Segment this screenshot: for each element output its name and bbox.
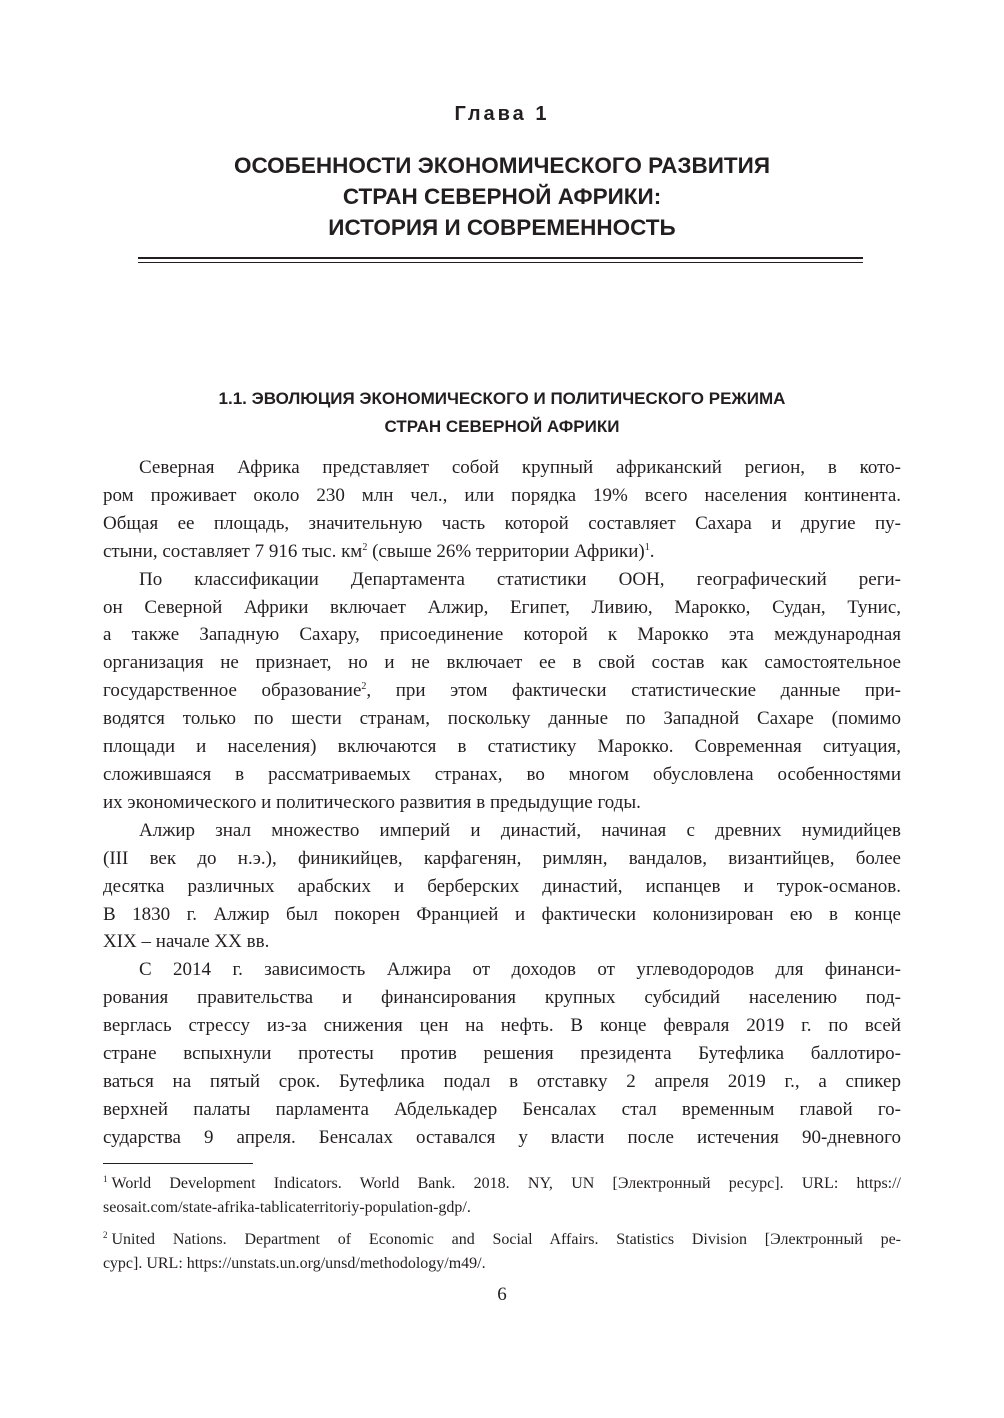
text-line: По классификации Департамента статистики ООН, географический реги- [139, 568, 901, 590]
section-title [100, 385, 904, 441]
text-line: стране вспыхнули протесты против решения президента Бутефлика баллотиро- [103, 1043, 901, 1065]
text-fragment: государственное образование [103, 680, 362, 702]
text-fragment: стыни, составляет 7 916 тыс. км [103, 540, 363, 562]
text-line: В 1830 г. Алжир был покорен Францией и фактически колонизирован ею в конце [103, 903, 901, 925]
paragraph [103, 817, 901, 957]
paragraph [103, 956, 901, 1151]
footnote-marker: 1 [103, 1174, 108, 1184]
text-line: верхней палаты парламента Абделькадер Бенсалах стал временным главой го- [103, 1098, 901, 1120]
text-line: Северная Африка представляет собой крупный африканский регион, в кото- [139, 457, 901, 478]
text-line: сложившаяся в рассматриваемых странах, во многом обусловлена особенностями [103, 763, 901, 785]
chapter-label: Глава 1 [454, 103, 550, 125]
text-line: он Северной Африки включает Алжир, Египет, Ливию, Марокко, Судан, Тунис, [103, 596, 901, 618]
footnotes [103, 1172, 901, 1284]
text-line: рования правительства и финансирования крупных субсидий населению под- [103, 987, 901, 1009]
text-line: С 2014 г. зависимость Алжира от доходов от углеводородов для финанси- [139, 959, 901, 981]
footnote-ref[interactable]: 1 [644, 541, 650, 553]
text-line: XIX – начале XX вв. [103, 931, 270, 953]
text-line: сударства 9 апреля. Бенсалах оставался у власти после истечения 90-дневного [103, 1126, 901, 1148]
title-rule-thin [138, 262, 863, 263]
text-line [103, 677, 901, 705]
title-rule-thick [138, 257, 863, 259]
footnote-marker: 2 [103, 1230, 108, 1240]
text-line: Алжир знал множество империй и династий, начиная с древних нумидийцев [139, 819, 901, 841]
footnote-separator [103, 1163, 253, 1164]
paragraph [103, 566, 901, 817]
text-fragment: . [649, 540, 655, 562]
footnote-2 [103, 1228, 901, 1276]
paragraph [103, 454, 901, 566]
text-line: организация не признает, но и не включает ее в свой состав как самостоятельное [103, 652, 901, 674]
chapter-title-line: ИСТОРИЯ И СОВРЕМЕННОСТЬ [328, 215, 676, 240]
text-line: площади и населения) включаются в статистику Марокко. Современная ситуация, [103, 736, 901, 758]
text-fragment: , при этом фактически статистические данные при- [366, 680, 901, 702]
text-line: (III век до н.э.), финикийцев, карфагенян, римлян, вандалов, византийцев, более [103, 847, 901, 869]
chapter-title-line: ОСОБЕННОСТИ ЭКОНОМИЧЕСКОГО РАЗВИТИЯ [233, 153, 771, 178]
section-title-line: СТРАН СЕВЕРНОЙ АФРИКИ [384, 417, 620, 436]
text-line: ваться на пятый срок. Бутефлика подал в отставку 2 апреля 2019 г., а спикер [103, 1070, 901, 1092]
footnote-1 [103, 1172, 901, 1220]
footnote-link[interactable]: сурс]. URL: https://unstats.un.org/unsd/methodology/m49/. [103, 1255, 486, 1272]
body-text [103, 454, 901, 1152]
footnote-line [103, 1172, 901, 1196]
footnote-text: World Development Indicators. World Bank. 2018. NY, UN [Электронный ресурс]. URL: https:// [111, 1175, 901, 1192]
text-fragment: (свыше 26% территории Африки) [367, 540, 645, 562]
footnote-text: United Nations. Department of Economic and Social Affairs. Statistics Division [Электронный ре- [111, 1231, 901, 1248]
text-line: ром проживает около 230 млн чел., или порядка 19% всего населения континента. [103, 484, 901, 506]
footnote-link[interactable]: seosait.com/state-afrika-tablicaterritoriy-population-gdp/. [103, 1199, 471, 1216]
text-line: десятка различных арабских и берберских династий, испанцев и турок-османов. [103, 875, 901, 897]
superscript: 2 [362, 541, 368, 553]
footnote-ref[interactable]: 2 [361, 681, 367, 693]
text-line [103, 538, 901, 566]
text-line: верглась стрессу из-за снижения цен на нефть. В конце февраля 2019 г. по всей [103, 1015, 901, 1037]
section-title-line: 1.1. ЭВОЛЮЦИЯ ЭКОНОМИЧЕСКОГО И ПОЛИТИЧЕСКОГО РЕЖИМА [218, 389, 786, 408]
chapter-title [100, 150, 904, 243]
chapter-title-line: СТРАН СЕВЕРНОЙ АФРИКИ: [342, 184, 662, 209]
text-line: а также Западную Сахару, присоединение которой к Марокко эта международная [103, 624, 901, 646]
text-line: их экономического и политического развития в предыдущие годы. [103, 791, 641, 813]
footnote-line [103, 1228, 901, 1252]
text-line: водятся только по шести странам, поскольку данные по Западной Сахаре (помимо [103, 708, 901, 730]
page-number: 6 [497, 1284, 507, 1305]
text-line: Общая ее площадь, значительную часть которой составляет Сахара и другие пу- [103, 512, 901, 534]
